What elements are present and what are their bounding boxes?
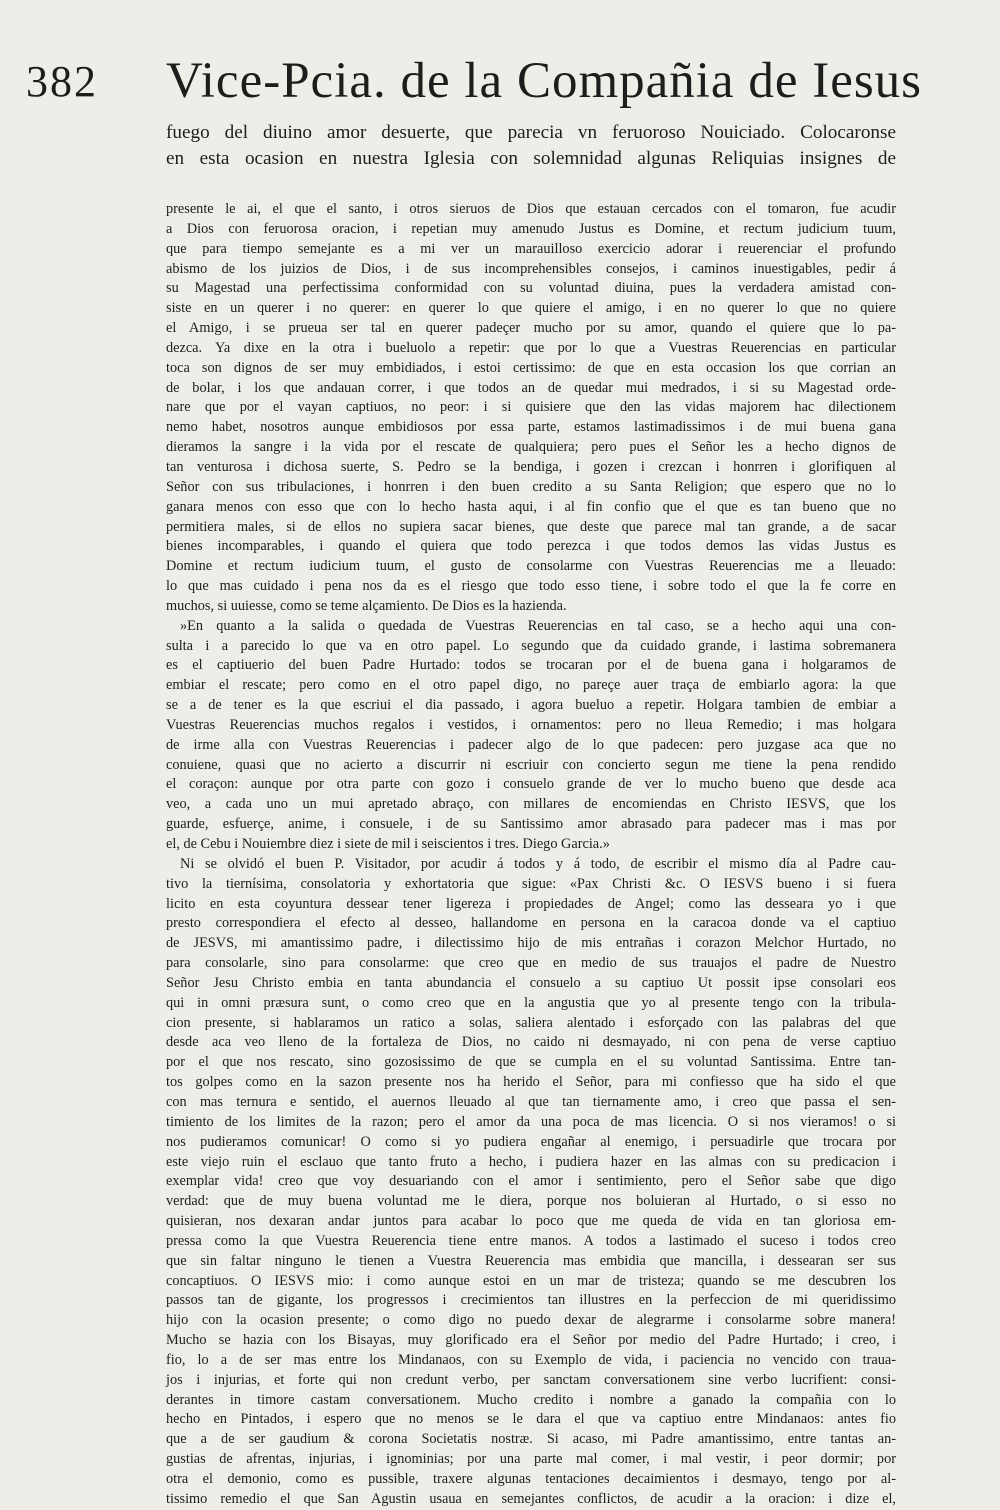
lead-line: fuego del diuino amor desuerte, que parecia vn feruoroso Nouiciado. Colocaronse [166,122,896,143]
text-line: gustias de afrentas, injurias, i ignominias; por una parte mal comer, i mal vestir, i peor dormir; por [166,1451,896,1468]
lead-line: en esta ocasion en nuestra Iglesia con solemnidad algunas Reliquias insignes de [166,148,896,169]
text-line: hijo con la ocasion presente; o como digo no puedo dexar de alegrarme i consolarme sobre manera! [166,1312,896,1329]
text-line: Señor con sus tribulaciones, i honrren i den buen credito a su Santa Religion; que espero que no lo [166,478,896,495]
text-line: desde aca veo lleno de la fortaleza de Dios, no caido ni desmayado, ni con pena de verse captiuo [166,1034,896,1051]
text-line: jos i injurias, et forte qui non credunt verbo, per sanctam conversationem sine verbo lucrifient: consi- [166,1371,896,1388]
text-line: el Amigo, i se prueua ser tal en querer padeçer mucho por su amor, quando el quiere que lo pa- [166,320,896,337]
text-line: bienes incomparables, i quando el quiera que todo perezca i que todos demos las vidas Justus es [166,538,896,555]
text-line: licito en esta coyuntura dessear tener ligereza i propiedades de Angel; como las desseara yo i que [166,895,896,912]
text-line: veo, a cada uno un mui apretado abraço, con millares de encomiendas en Christo IESVS, que los [166,796,896,813]
text-line: derantes in timore castam conversationem. Mucho credito i nombre a ganado la compañia con lo [166,1391,896,1408]
text-line: dezca. Ya dixe en la otra i bueluolo a repetir: que por lo que a Vuestras Reuerencias en particular [166,339,896,356]
text-line: sulta i a parecido lo que va en otro papel. Lo segundo que da cuidado grande, i lastima sobremanera [166,637,896,654]
text-line: nare que por el vayan captiuos, no peor: i si quisiere que den las vidas majorem hac dilectionem [166,399,896,416]
text-line: tan venturosa i dichosa suerte, S. Pedro se la bendiga, i gozen i crezcan i honrren i glorifiquen al [166,458,896,475]
body-text [166,200,896,1507]
text-line: qui in omni præsura sunt, o como creo que en la angustia que yo al presente tengo con la tribula- [166,994,896,1011]
text-line: guarde, esfuerçe, anime, i consuele, i de su Santissimo amor abrasado para padecer mas i mas por [166,816,896,833]
text-line: de bolar, i los que andauan correr, i que todos an de quedar mui medrados, i si su Magestad orde- [166,379,896,396]
text-line: tos golpes como en la sazon presente nos ha herido el Señor, para mi confiesso que ha sido el que [166,1074,896,1091]
text-line: pressa como la que Vuestra Reuerencia tiene entre manos. A todos a lastimado el suceso i todos creo [166,1232,896,1249]
text-line: el coraçon: aunque por otra parte con gozo i consuelo grande de ver lo mucho bueno que desde aca [166,776,896,793]
text-line: presente le ai, el que el santo, i otros sieruos de Dios que estauan cercados con el tomaron, fue acudir [166,201,896,217]
text-line: Mucho se hazia con los Bisayas, muy glorificado era el Señor por medio del Padre Hurtado; i creo, i [166,1332,896,1349]
text-line: otra el demonio, como es pussible, traxere algunas tentaciones decaimientos i desmayo, tengo por al- [166,1471,896,1487]
text-line: con mas ternura e sentido, el auernos lleuado al que tan tiernamente amo, i creo que passa el sen- [166,1093,896,1110]
text-line: Vuestras Reuerencias muchos regalos i vestidos, i ornamentos: pero no lleua Remedio; i mas holgara [166,716,896,733]
text-line: Señor Jesu Christo embia en tanta abundancia el consuelo a su captiuo Ut possit ipse consolari eos [166,974,896,991]
text-line: lo que mas cuidado i pena nos da es el riesgo que todo esso tiene, i sobre todo el que la fe corre en [166,578,896,595]
text-line: nemo habet, nosotros aunque embidiosos por essa parte, estamos lastimadissimos i de mui buena gana [166,419,896,436]
text-line: exemplar vida! creo que voy desuariando con el amor i sentimiento, pero el Señor sabe que digo [166,1173,896,1190]
text-line: conuiene, quasi que no acierto a discurrir ni escriuir con concierto segun me tiene la pena rendido [166,756,896,773]
text-line: presto correspondiera el efecto al desseo, hallandome en persona en la caracoa donde va el captiuo [166,915,896,932]
text-line: el, de Cebu i Nouiembre diez i siete de mil i seiscientos i tres. Diego Garcia.» [166,836,610,852]
text-line: es el captiuerio del buen Padre Hurtado: todos se trocaran por el de buena gana i holgaramos de [166,657,896,674]
text-line: Ni se olvidó el buen P. Visitador, por acudir á todos y á todo, de escribir el mismo día al Padre cau- [180,855,896,872]
text-line: de irme alla con Vuestras Reuerencias i padecer algo de lo que padecen: pero juzgase aca que no [166,736,896,753]
lead-paragraph [166,120,896,172]
text-line: que a de ser gaudium & corona Societatis nostræ. Si acaso, mi Padre amantissimo, entre tantas an- [166,1431,896,1448]
text-line: por el que nos rescato, sino gozosissimo de que se cumpla en el su voluntad Santissima. Entre tan- [166,1054,896,1071]
text-line: verdad: que de muy buena voluntad me le diera, porque nos boluieran al Hurtado, o si esso no [166,1193,896,1210]
text-line: quisieran, nos dexaran andar juntos para acabar lo poco que me queda de vida en tan gloriosa em- [166,1213,896,1230]
text-line: concaptiuos. O IESVS mio: i como aunque estoi en un mar de tristeza; quando se me descubren los [166,1272,896,1289]
text-line: permitiera males, si de ellos no supiera sacar bienes, que deste que parece mal tan grande, a de sacar [166,518,896,535]
text-line: Domine et rectum iudicium tuum, el gusto de consolarme con Vuestras Reuerencias me a lleuado: [166,558,896,575]
text-line: se a de tener es la que escriui el dia passado, i agora bueluo a repetir. Holgara tambien de embiar a [166,697,896,714]
text-line: para consolarle, sino para consolarme: que creo que en medio de sus trauajos el padre de Nuestro [166,955,896,972]
text-line: de JESVS, mi amantissimo padre, i dilectissimo hijo de mis entrañas i corazon Melchor Hurtado, no [166,935,896,952]
text-line: siste en un querer i no querer: en querer lo que quiere el amigo, i en no querer lo que no quiere [166,300,896,317]
text-line: hecho en Pintados, i espero que no menos se le dara el que va captiuo entre Mindanaos: antes fio [166,1411,896,1428]
text-line: tivo la tiernísima, consolatoria y exhortatoria que sigue: «Pax Christi &c. O IESVS bueno i si fuera [166,875,896,892]
text-line: que para tiempo semejante es a mi ver un marauilloso exercicio adorar i reuerenciar el profundo [166,240,896,257]
text-line: »En quanto a la salida o quedada de Vuestras Reuerencias en tal caso, se a hecho aqui una con- [180,617,896,634]
text-line: ganara menos con esso que con lo hecho hasta aqui, i al fin confio que el que es tan bueno que no [166,498,896,515]
text-line: su Magestad una perfectissima conformidad con su voluntad diuina, pues la verdadera amistad con- [166,280,896,297]
page-number: 382 [26,57,98,106]
text-line: tissimo remedio el que San Agustin usaua en semejantes conflictos, de acudir a la oracion: i dize el, [166,1490,896,1507]
text-line: passos tan de gigante, los progressos i crecimientos tan illustres en la perfeccion de mi queridissimo [166,1292,896,1309]
text-line: que sin faltar ninguno le tienen a Vuestra Reuerencia mas embidia que mancilla, i dessearan ser sus [166,1252,896,1269]
text-line: embiar el rescate; pero como en el otro papel digo, no pareçe auer traça de embiarlo agora: la que [166,677,896,694]
text-line: este viejo ruin el esclauo que tanto fruto a hecho, i pudiera hazer en las almas con su predicacion i [166,1153,896,1170]
running-title: Vice-Pcia. de la Compañia de Iesus [166,53,923,109]
text-line: nos pudieramos comunicar! O como si yo pudiera engañar al enemigo, i persuadirle que trocara por [166,1133,896,1150]
text-line: dieramos la sangre i la vida por el rescate de qualquiera; pero pues el Señor les a hecho dignos de [166,439,896,456]
text-line: timiento de los limites de la razon; pero el amor da una poca de mas licencia. O si nos vieramos! o si [166,1113,896,1130]
text-line: muchos, si uuiesse, como se teme alçamiento. De Dios es la hazienda. [166,597,567,614]
text-line: cion presente, si hablaramos un ratico a solas, saliera alentado i esforçado con las palabras del que [166,1014,896,1031]
text-line: fio, lo a de ser mas entre los Mindanaos, con su Exemplo de vida, i paciencia no vencido con traua- [166,1351,896,1368]
text-line: a Dios con feruorosa oracion, i repetian muy amenudo Justus es Domine, et rectum judicium tuum, [166,220,896,237]
text-line: toca son dignos de ser muy embidiados, i estoi certissimo: de que en esta occasion los que corrian an [166,359,896,376]
text-line: abismo de los juizios de Dios, i de sus incomprehensibles consejos, i caminos inuestigables, pedir á [166,260,896,277]
